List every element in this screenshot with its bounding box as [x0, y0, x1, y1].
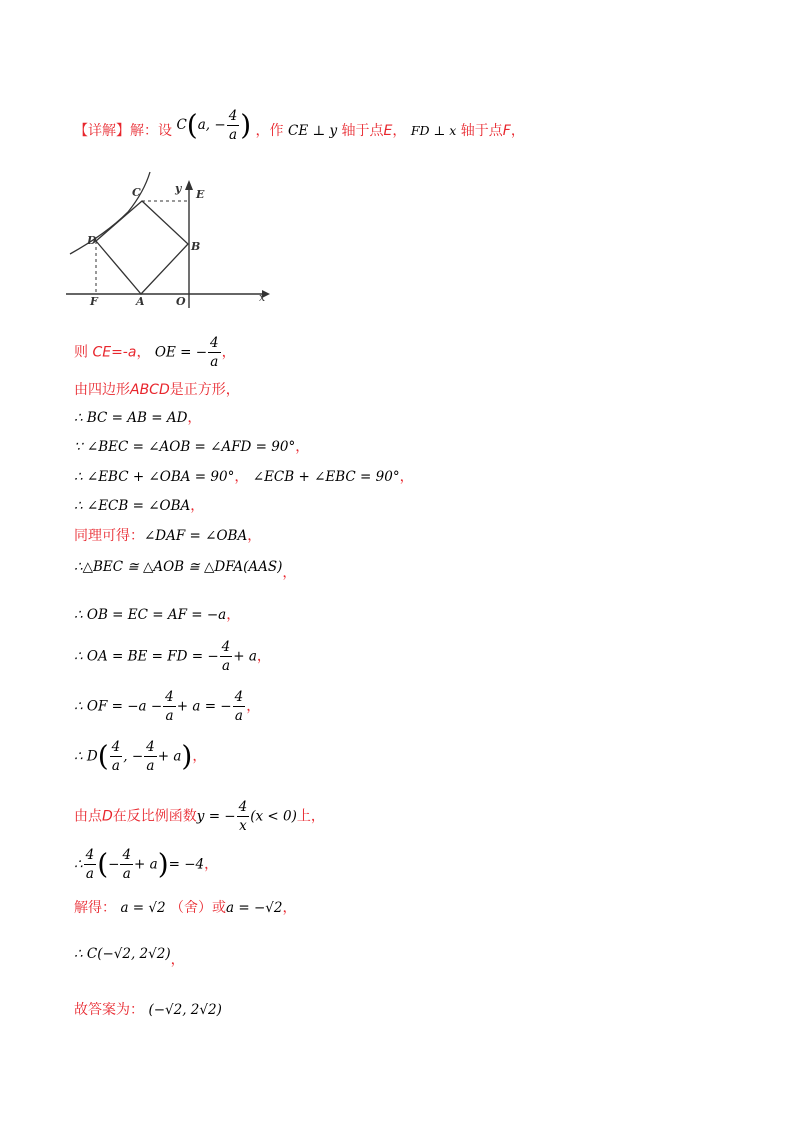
text: ， [282, 900, 297, 916]
math-text: ∴ OB = EC = AF = −a [74, 607, 227, 623]
text: 在反比例函数 [112, 808, 197, 825]
frac-num: 4 [165, 689, 174, 705]
comma: ， [399, 469, 414, 485]
frac-den: a [221, 658, 230, 674]
math-text: a = √2 [120, 900, 166, 916]
math-text: OE = − [154, 344, 208, 361]
y-axis-arrow [185, 180, 193, 190]
frac-num: 4 [234, 689, 244, 705]
final-answer: (−√2, 2√2) [148, 1002, 222, 1018]
intro-text: 解：设 [130, 123, 172, 139]
math-text: ∴ ∠EBC + ∠OBA = 90° [74, 469, 235, 485]
hyperbola-curve [70, 172, 150, 254]
line-15 [74, 898, 297, 918]
math-text: ∴ C(−√2, 2√2) [74, 946, 171, 962]
frac-den: a [85, 866, 94, 882]
text: D [102, 808, 113, 825]
line-2 [74, 380, 240, 400]
comma: ， [187, 410, 202, 426]
fraction [84, 846, 97, 883]
frac-num: 4 [238, 799, 248, 815]
line-5 [74, 467, 414, 487]
math-text: a = −√2 [226, 900, 283, 916]
label-e: E [196, 188, 205, 201]
line-10 [74, 638, 271, 674]
line-9 [74, 605, 240, 625]
math-text: ∵ ∠BEC = ∠AOB = ∠AFD = 90° [74, 439, 296, 455]
math-text: ∴ [74, 856, 83, 873]
text: 故答案为： [74, 1002, 144, 1018]
square-abcd [96, 201, 188, 294]
comma: ， [247, 528, 262, 544]
frac-num: 4 [146, 739, 155, 755]
fd-perp: FD ⊥ x [410, 123, 457, 138]
line-12: ∴ D( $\frac{4}{a}$ , − $\frac{4}{a}$ + a)， [74, 739, 207, 774]
fraction [208, 334, 221, 371]
frac-num: 4 [111, 739, 121, 755]
text: 由点 [74, 808, 102, 825]
line-7 [74, 526, 261, 546]
text: 由四边形 [74, 382, 130, 398]
comma: ， [190, 498, 205, 514]
math-text: y = − [196, 808, 236, 825]
comma: ， [256, 648, 271, 665]
line-11 [74, 688, 260, 724]
label-c: C [132, 186, 141, 199]
line-8 [74, 557, 297, 581]
line-1 [74, 334, 236, 368]
label-o: O [176, 295, 186, 308]
math-text: + a [157, 748, 182, 765]
comma: ， [295, 439, 310, 455]
math-text: + a [134, 856, 158, 873]
point-c-label: C [176, 117, 187, 133]
line-14: ∴ $\frac{4}{a}$ (− $\frac{4}{a}$ + a)= −4， [74, 847, 219, 882]
math-text: ∴ OF = −a − [74, 698, 163, 715]
ce-perp: CE ⊥ y [287, 123, 338, 139]
text: ， [136, 344, 151, 361]
math-text: ∴ OA = BE = FD = − [74, 648, 219, 665]
math-text: + a [233, 648, 257, 665]
comma: ， [170, 952, 185, 968]
text: ABCD [130, 382, 170, 398]
geometry-figure [66, 168, 276, 308]
math-text: ∠ECB + ∠EBC = 90° [252, 469, 400, 485]
frac-den: a [228, 127, 238, 143]
sep-text: ， [392, 123, 407, 139]
comma: ， [192, 748, 207, 765]
frac-den: a [122, 866, 131, 882]
frac-den: x [239, 818, 247, 834]
frac-num: 4 [228, 108, 238, 124]
fraction [144, 738, 157, 775]
tag-label: 【详解】 [74, 123, 130, 139]
fraction [110, 738, 123, 775]
text: 上， [296, 808, 325, 825]
fraction [237, 798, 250, 835]
label-x: x [259, 291, 266, 304]
text: 则 [74, 344, 88, 361]
text: 同理可得： [74, 528, 144, 544]
math-text: = −4 [168, 856, 205, 873]
math-text: ∴ D [74, 748, 98, 765]
line-6 [74, 496, 204, 516]
fraction [163, 688, 176, 725]
frac-den: a [111, 758, 120, 774]
text: 解得： [74, 900, 116, 916]
label-b: B [191, 240, 201, 253]
line-13 [74, 798, 325, 834]
frac-num: 4 [210, 335, 219, 351]
math-text: (x < 0) [250, 808, 297, 825]
math-text: ∠DAF = ∠OBA [144, 528, 248, 544]
comma: ， [510, 123, 525, 139]
point-c-x: a [197, 117, 206, 133]
fraction [120, 846, 133, 883]
math-text: ∴ BC = AB = AD [74, 410, 188, 426]
point-f-label: F [502, 123, 511, 139]
line-17 [74, 1000, 222, 1020]
axis-text: 轴于点 [341, 123, 384, 139]
frac-num: 4 [122, 847, 132, 863]
frac-num: 4 [221, 639, 231, 655]
text: CE=-a [92, 344, 137, 361]
math-text: + a = − [176, 698, 232, 715]
text: （舍）或 [170, 900, 227, 916]
comma: ， [282, 565, 297, 581]
comma: ， [204, 856, 219, 873]
text: ， [221, 344, 236, 361]
comma: ， [246, 698, 261, 715]
math-text: ∴△BEC ≅ △AOB ≅ △DFA(AAS) [74, 559, 283, 575]
frac-num: 4 [85, 847, 95, 863]
label-y: y [175, 182, 182, 195]
header-line [74, 108, 525, 153]
frac-den: a [234, 708, 243, 724]
math-text: ∴ ∠ECB = ∠OBA [74, 498, 191, 514]
point-e-label: E [383, 123, 393, 139]
frac-den: a [165, 708, 174, 724]
sep-text: ，作 [255, 123, 284, 139]
comma: ， [234, 469, 249, 485]
line-4 [74, 437, 309, 457]
point-c-definition: C(a, − $\frac{4}{a}$ ) [176, 108, 252, 143]
comma: ， [226, 607, 241, 623]
fraction [233, 688, 246, 725]
text: 是正方形， [169, 382, 240, 398]
label-a: A [136, 295, 145, 308]
point-c-y-frac [227, 107, 240, 144]
axis-text: 轴于点 [460, 123, 503, 139]
line-16 [74, 944, 185, 972]
label-d: D [87, 234, 97, 247]
frac-den: a [210, 354, 219, 370]
fraction [220, 638, 233, 675]
frac-den: a [146, 758, 155, 774]
label-f: F [90, 295, 98, 308]
line-3 [74, 408, 201, 428]
